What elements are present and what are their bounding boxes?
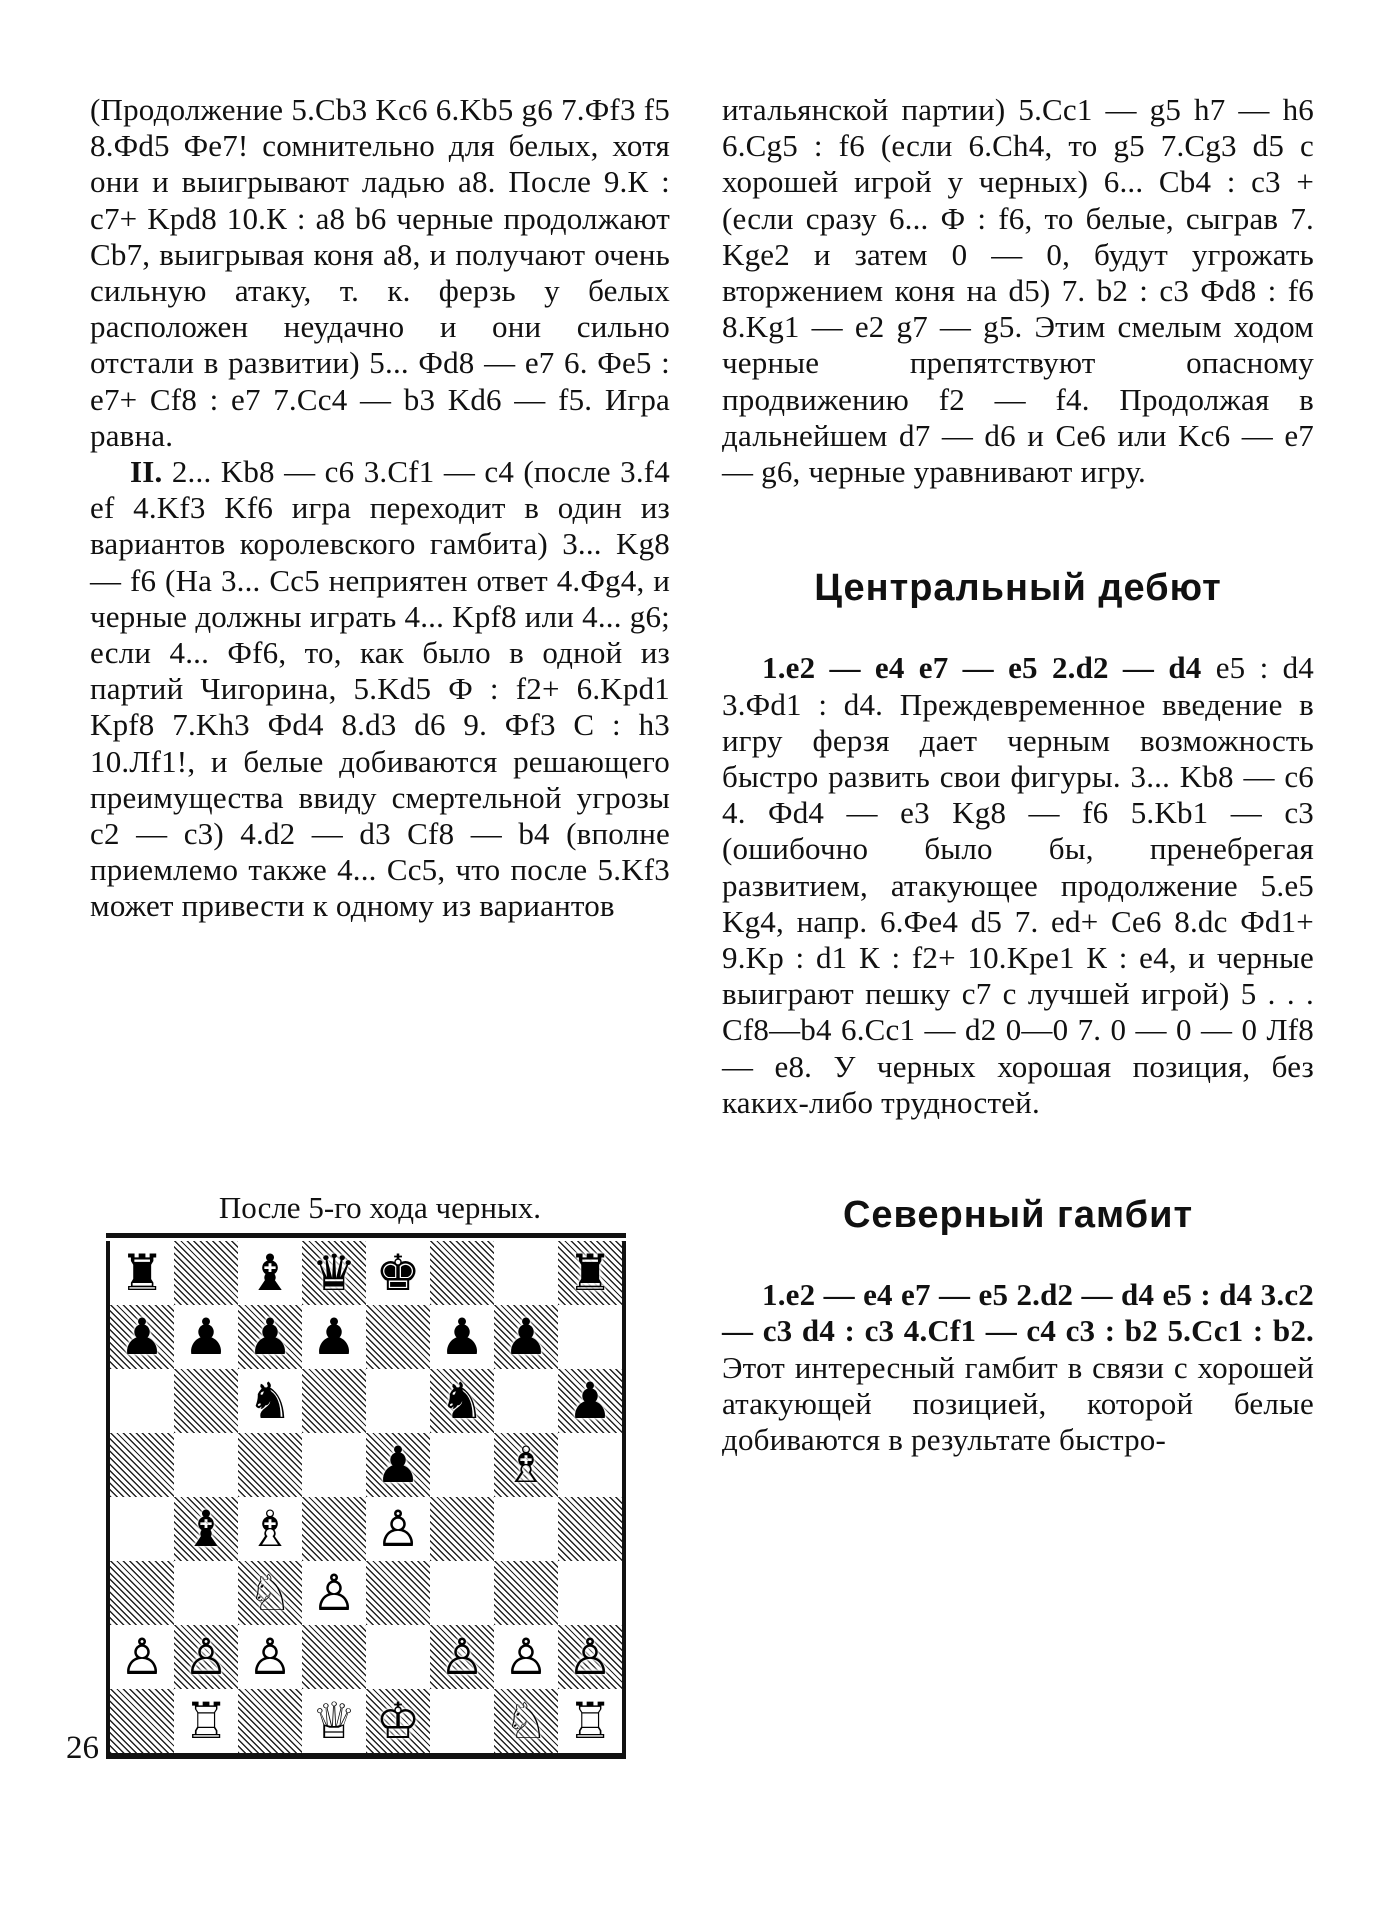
- square-h6: [558, 1369, 622, 1433]
- piece-bN-c6: ♞: [247, 1372, 293, 1430]
- square-f3: [430, 1561, 494, 1625]
- piece-bR-h8: ♜: [567, 1244, 613, 1302]
- left-column: [90, 92, 670, 925]
- square-b3: [174, 1561, 238, 1625]
- square-a4: [110, 1497, 174, 1561]
- section-numeral: II.: [130, 454, 163, 490]
- square-g5: [494, 1433, 558, 1497]
- square-e2: [366, 1625, 430, 1689]
- square-c8: [238, 1241, 302, 1305]
- piece-bP-f7: ♟: [439, 1308, 485, 1366]
- square-h5: [558, 1433, 622, 1497]
- square-d8: [302, 1241, 366, 1305]
- piece-wR-b1: ♖: [183, 1692, 229, 1750]
- square-e5: [366, 1433, 430, 1497]
- square-f8: [430, 1241, 494, 1305]
- square-f1: [430, 1689, 494, 1753]
- piece-wP-f2: ♙: [439, 1628, 485, 1686]
- square-a5: [110, 1433, 174, 1497]
- piece-bP-g7: ♟: [503, 1308, 549, 1366]
- square-c1: [238, 1689, 302, 1753]
- chess-board: [106, 1241, 626, 1753]
- square-d5: [302, 1433, 366, 1497]
- square-f2: [430, 1625, 494, 1689]
- piece-wP-b2: ♙: [183, 1628, 229, 1686]
- square-d2: [302, 1625, 366, 1689]
- piece-wN-g1: ♘: [503, 1692, 549, 1750]
- square-d6: [302, 1369, 366, 1433]
- square-g4: [494, 1497, 558, 1561]
- piece-bN-f6: ♞: [439, 1372, 485, 1430]
- piece-bQ-d8: ♛: [311, 1244, 357, 1302]
- piece-wP-a2: ♙: [119, 1628, 165, 1686]
- square-e7: [366, 1305, 430, 1369]
- square-f6: [430, 1369, 494, 1433]
- square-c2: [238, 1625, 302, 1689]
- piece-wQ-d1: ♕: [311, 1692, 357, 1750]
- square-h4: [558, 1497, 622, 1561]
- right-paragraph-3: [722, 1277, 1314, 1458]
- chess-diagram: [106, 1233, 626, 1761]
- left-paragraph-1: (Продолжение 5.Cb3 Kc6 6.Kb5 g6 7.Фf3 f5 8.Фd5 Фe7! сомнительно для белых, хотя они и выигрывают ладью a8. После 9.К : c7+ Kpd8 10.К : a8 b6 черные продолжают Cb7, выигрывая коня a8, и получают очень сильную атаку, т. к. ферзь у белых расположен неудачно и они сильно отстали в развитии) 5... Фd8 — e7 6. Фe5 : e7+ Cf8 : e7 7.Cc4 — b3 Kd6 — f5. Игра равна.: [90, 92, 670, 453]
- piece-wP-h2: ♙: [567, 1628, 613, 1686]
- board-top-border: [106, 1233, 626, 1238]
- square-b1: [174, 1689, 238, 1753]
- square-e1: [366, 1689, 430, 1753]
- square-h7: [558, 1305, 622, 1369]
- square-g2: [494, 1625, 558, 1689]
- square-b6: [174, 1369, 238, 1433]
- left-paragraph-2-text: 2... Kb8 — c6 3.Cf1 — c4 (после 3.f4 ef 4.Kf3 Kf6 игра переходит в один из вариантов королевского гамбита) 3... Kg8 — f6 (На 3... Cc5 неприятен ответ 4.Фg4, и черные должны играть 4... Kpf8 или 4... g6; если 4... Фf6, то, как было в одной из партий Чигорина, 5.Kd5 Ф : f2+ 6.Kpd1 Kpf8 7.Kh3 Фd4 8.d3 d6 9. Фf3 C : h3 10.Лf1!, и белые добиваются решающего преимущества ввиду смертельной угрозы c2 — c3) 4.d2 — d3 Cf8 — b4 (вполне приемлемо также 4... Cc5, что после 5.Kf3 может привести к одному из вариантов: [90, 454, 671, 924]
- square-f4: [430, 1497, 494, 1561]
- board-bottom-border: [106, 1753, 626, 1759]
- piece-wP-g2: ♙: [503, 1628, 549, 1686]
- square-f7: [430, 1305, 494, 1369]
- diagram-caption: После 5-го хода черных.: [218, 1190, 542, 1225]
- square-c6: [238, 1369, 302, 1433]
- square-g6: [494, 1369, 558, 1433]
- piece-bP-a7: ♟: [119, 1308, 165, 1366]
- square-d3: [302, 1561, 366, 1625]
- piece-bB-c8: ♝: [247, 1244, 293, 1302]
- square-h3: [558, 1561, 622, 1625]
- opening-moves-gambit: 1.e2 — e4 e7 — e5 2.d2 — d4 e5 : d4 3.c2 — c3 d4 : c3 4.Cf1 — c4 c3 : b2 5.Cc1 : b2.: [722, 1277, 1314, 1349]
- square-e8: [366, 1241, 430, 1305]
- square-d7: [302, 1305, 366, 1369]
- right-paragraph-2-text: e5 : d4 3.Фd1 : d4. Преждевременное введение в игру ферзя дает черным возможность быстро развить свои фигуры. 3... Kb8 — c6 4. Фd4 — e3 Kg8 — f6 5.Kb1 — c3 (ошибочно было бы, пренебрегая развитием, атакующее продолжение 5.e5 Kg4, напр. 6.Фe4 d5 7. ed+ Ce6 8.dc Фd1+ 9.Kp : d1 К : f2+ 10.Kpe1 К : e4, и черные выиграют пешку c7 с лучшей игрой) 5 . . . Cf8—b4 6.Cc1 — d2 0—0 7. 0 — 0 — 0 Лf8 — e8. У черных хорошая позиция, без каких-либо трудностей.: [722, 650, 1315, 1120]
- piece-bK-e8: ♚: [375, 1244, 421, 1302]
- piece-wP-d3: ♙: [311, 1564, 357, 1622]
- square-e4: [366, 1497, 430, 1561]
- piece-wN-c3: ♘: [247, 1564, 293, 1622]
- page-number: 26: [66, 1730, 99, 1766]
- square-a7: [110, 1305, 174, 1369]
- square-c3: [238, 1561, 302, 1625]
- piece-bP-e5: ♟: [375, 1436, 421, 1494]
- square-b7: [174, 1305, 238, 1369]
- piece-wP-e4: ♙: [375, 1500, 421, 1558]
- right-paragraph-3-text: Этот интересный гамбит в связи с хорошей атакующей позицией, которой белые добиваются в результате быстро-: [722, 1349, 1314, 1458]
- square-h1: [558, 1689, 622, 1753]
- piece-wR-h1: ♖: [567, 1692, 613, 1750]
- square-g8: [494, 1241, 558, 1305]
- left-paragraph-2: [90, 454, 670, 925]
- piece-bB-b4: ♝: [183, 1500, 229, 1558]
- square-c4: [238, 1497, 302, 1561]
- heading-central-opening: Центральный дебют: [814, 567, 1222, 610]
- square-b8: [174, 1241, 238, 1305]
- square-e6: [366, 1369, 430, 1433]
- opening-moves-central: 1.e2 — e4 e7 — e5 2.d2 — d4: [762, 650, 1202, 686]
- square-a8: [110, 1241, 174, 1305]
- square-a2: [110, 1625, 174, 1689]
- square-g1: [494, 1689, 558, 1753]
- square-a1: [110, 1689, 174, 1753]
- square-g7: [494, 1305, 558, 1369]
- square-d4: [302, 1497, 366, 1561]
- square-a3: [110, 1561, 174, 1625]
- square-b5: [174, 1433, 238, 1497]
- square-b2: [174, 1625, 238, 1689]
- square-g3: [494, 1561, 558, 1625]
- square-e3: [366, 1561, 430, 1625]
- piece-wB-c4: ♗: [247, 1500, 293, 1558]
- square-b4: [174, 1497, 238, 1561]
- square-c7: [238, 1305, 302, 1369]
- piece-bP-h6: ♟: [567, 1372, 613, 1430]
- piece-wK-e1: ♔: [375, 1692, 421, 1750]
- piece-wB-g5: ♗: [503, 1436, 549, 1494]
- piece-bP-d7: ♟: [311, 1308, 357, 1366]
- piece-bR-a8: ♜: [119, 1244, 165, 1302]
- square-c5: [238, 1433, 302, 1497]
- square-a6: [110, 1369, 174, 1433]
- square-h2: [558, 1625, 622, 1689]
- square-f5: [430, 1433, 494, 1497]
- piece-wP-c2: ♙: [247, 1628, 293, 1686]
- square-h8: [558, 1241, 622, 1305]
- square-d1: [302, 1689, 366, 1753]
- heading-northern-gambit: Северный гамбит: [842, 1194, 1194, 1237]
- piece-bP-b7: ♟: [183, 1308, 229, 1366]
- right-column: [722, 92, 1314, 1458]
- right-paragraph-2: [722, 650, 1314, 1121]
- piece-bP-c7: ♟: [247, 1308, 293, 1366]
- right-paragraph-1: итальянской партии) 5.Cc1 — g5 h7 — h6 6.Cg5 : f6 (если 6.Ch4, то g5 7.Cg3 d5 с хорошей игрой у черных) 6... Cb4 : c3 + (если сразу 6... Ф : f6, то белые, сыграв 7. Kge2 и затем 0 — 0, будут угрожать вторжением коня на d5) 7. b2 : c3 Фd8 : f6 8.Kg1 — e2 g7 — g5. Этим смелым ходом черные препятствуют опасному продвижению f2 — f4. Продолжая в дальнейшем d7 — d6 и Ce6 или Kc6 — e7 — g6, черные уравнивают игру.: [722, 92, 1314, 490]
